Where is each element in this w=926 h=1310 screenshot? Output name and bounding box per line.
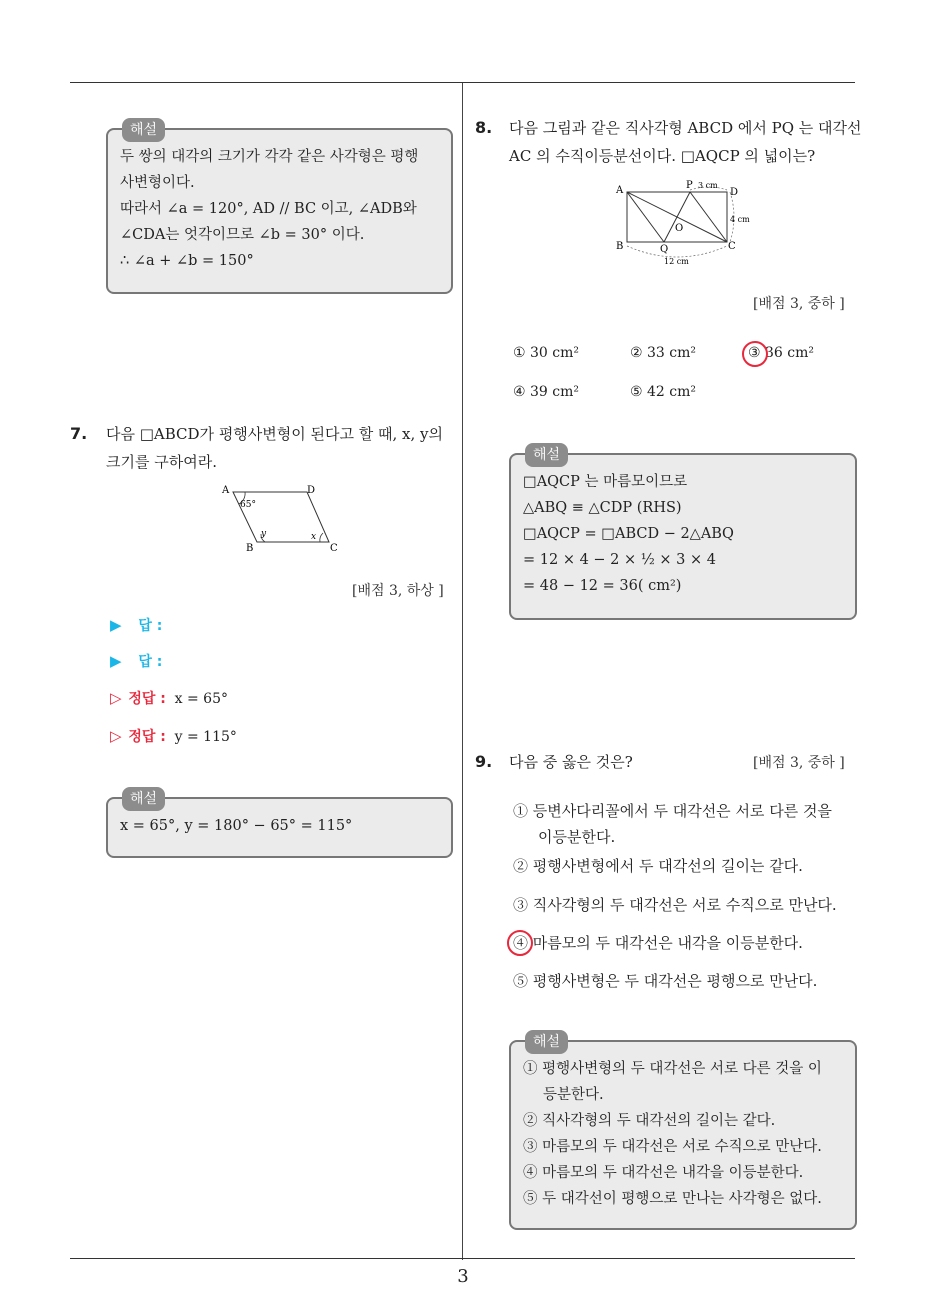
question-text-9: 다음 중 옳은 것은? [509,753,633,771]
length-top-label: 3 cm [698,181,718,190]
option-8-4: ④ 39 cm² [513,384,579,400]
angle-65-label: 65° [240,500,256,510]
option-9-3: ③ 직사각형의 두 대각선은 서로 수직으로 만난다. [513,896,837,914]
correct-answer-row-2 [110,726,237,746]
answer-circle-mark [507,930,533,956]
correct-answer-value: y = 115° [174,729,237,745]
explanation-line: 두 쌍의 대각의 크기가 각각 같은 사각형은 평행 [120,149,419,165]
question-text-8-line2: AC 의 수직이등분선이다. □AQCP 의 넓이는? [509,147,816,165]
answer-label: 답 : [138,618,163,634]
question-number-7: 7. [70,424,88,443]
explanation-line: ③ 마름모의 두 대각선은 서로 수직으로 만난다. [523,1139,822,1155]
explanation-box-8 [509,447,857,620]
explanation-line: ∴ ∠a + ∠b = 150° [120,253,254,269]
angle-y-label: y [261,529,267,539]
explanation-line: 따라서 ∠a = 120°, AD // BC 이고, ∠ADB와 [120,201,417,217]
question-meta-9: [배점 3, 중하 ] [753,755,845,771]
explanation-line: □AQCP = □ABCD − 2△ABQ [523,526,734,542]
vertex-b-label: B [246,543,254,554]
explanation-tag: 해설 [525,1030,568,1054]
vertex-a-label: A [616,185,624,196]
correct-answer-value: x = 65° [174,691,228,707]
answer-row-1 [110,615,162,635]
explanation-line: x = 65°, y = 180° − 65° = 115° [120,818,353,834]
correct-answer-row-1 [110,688,228,708]
question-meta-8: [배점 3, 중하 ] [753,296,845,312]
question-text-7-line2: 크기를 구하여라. [106,453,217,471]
explanation-line: = 48 − 12 = 36( cm²) [523,578,682,594]
play-icon: ▶ [110,652,122,670]
option-9-2: ② 평행사변형에서 두 대각선의 길이는 같다. [513,857,803,875]
explanation-line: △ABQ ≡ △CDP (RHS) [523,500,682,516]
option-8-2: ② 33 cm² [630,345,696,361]
angle-x-label: x [311,532,317,542]
explanation-line: □AQCP 는 마름모이므로 [523,474,688,490]
answer-row-2 [110,651,162,671]
vertex-d-label: D [730,187,739,198]
option-9-5: ⑤ 평행사변형은 두 대각선은 평행으로 만난다. [513,972,818,990]
answer-circle-mark [742,341,768,367]
explanation-line: ① 평행사변형의 두 대각선은 서로 다른 것을 이 [523,1061,822,1077]
vertex-c-label: C [330,543,338,554]
explanation-tag: 해설 [122,787,165,811]
correct-answer-label: 정답 : [128,691,166,707]
explanation-line: 사변형이다. [120,175,195,191]
answer-label: 답 : [138,654,163,670]
explanation-line: ④ 마름모의 두 대각선은 내각을 이등분한다. [523,1165,804,1181]
option-8-5: ⑤ 42 cm² [630,384,696,400]
vertex-b-label: B [616,241,624,252]
explanation-box-7 [106,791,453,858]
point-q-label: Q [660,244,669,255]
explanation-line: = 12 × 4 − 2 × ½ × 3 × 4 [523,552,717,568]
point-o-label: O [675,223,684,234]
column-divider [462,83,463,1260]
question-meta-7: [배점 3, 하상 ] [352,583,444,599]
vertex-a-label: A [222,485,230,496]
vertex-d-label: D [307,485,316,496]
explanation-line: ⑤ 두 대각선이 평행으로 만나는 사각형은 없다. [523,1191,822,1207]
point-p-label: P [686,180,693,191]
explanation-line: ② 직사각형의 두 대각선의 길이는 같다. [523,1113,776,1129]
play-icon: ▶ [110,616,122,634]
explanation-line: 등분한다. [543,1087,604,1103]
rectangle-figure [612,176,762,268]
page-number: 3 [457,1266,469,1287]
explanation-tag: 해설 [525,443,568,467]
length-side-label: 4 cm [730,215,750,224]
question-text-8-line1: 다음 그림과 같은 직사각형 ABCD 에서 PQ 는 대각선 [509,119,862,137]
bottom-rule [70,1258,855,1259]
option-9-1: ① 등변사다리꼴에서 두 대각선은 서로 다른 것을 [513,802,832,820]
option-9-1-cont: 이등분한다. [538,828,616,846]
question-number-8: 8. [475,118,493,137]
vertex-c-label: C [728,241,736,252]
option-8-1: ① 30 cm² [513,345,579,361]
question-number-9: 9. [475,752,493,771]
hollow-play-icon: ▷ [110,727,122,745]
length-bottom-label: 12 cm [664,257,689,266]
hollow-play-icon: ▷ [110,689,122,707]
correct-answer-label: 정답 : [128,729,166,745]
parallelogram-figure [215,480,345,555]
explanation-box-9 [509,1034,857,1230]
explanation-tag: 해설 [122,118,165,142]
explanation-line: ∠CDA는 엇각이므로 ∠b = 30° 이다. [120,227,365,243]
option-9-4: ④ 마름모의 두 대각선은 내각을 이등분한다. [513,934,803,952]
option-8-3: ③ 36 cm² [748,345,814,361]
explanation-box-6 [106,122,453,294]
question-text-7-line1: 다음 □ABCD가 평행사변형이 된다고 할 때, x, y의 [106,425,444,443]
